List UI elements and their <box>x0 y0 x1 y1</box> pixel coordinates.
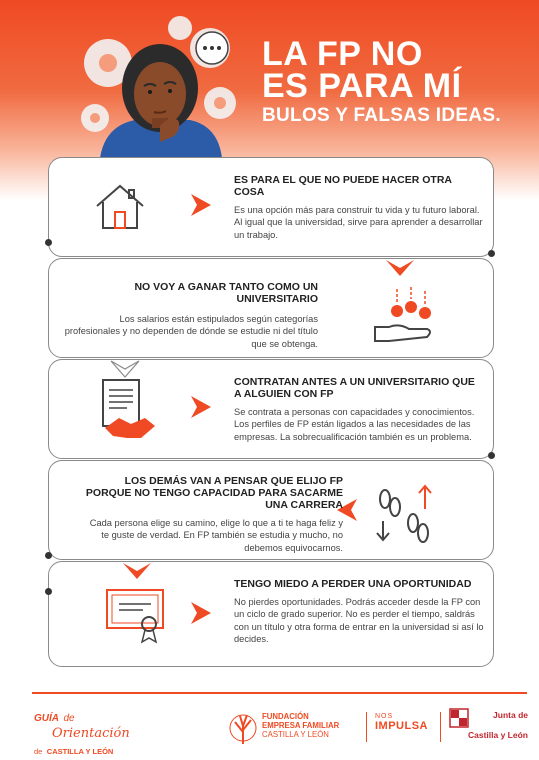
myth-title-4: LOS DEMÁS VAN A PENSAR QUE ELIJO FP PORQUE NO TENGO CAPACIDAD PARA SACARME UNA CARRERA <box>85 475 343 511</box>
guia-de: de <box>63 713 75 724</box>
title-line-1: LA FP NO <box>262 35 423 73</box>
myth-title-3: CONTRATAN ANTES A UN UNIVERSITARIO QUE A ALGUIEN CON FP <box>234 376 475 400</box>
guia-region: CASTILLA Y LEÓN <box>46 747 114 756</box>
chevron-right-icon <box>187 598 217 628</box>
footer-divider <box>32 692 527 694</box>
timeline-dot <box>45 552 52 559</box>
money-hand-icon <box>369 285 439 347</box>
timeline-dot <box>488 250 495 257</box>
page-subtitle: BULOS Y FALSAS IDEAS. <box>262 105 501 126</box>
thinking-woman-illustration <box>60 8 260 158</box>
chevron-right-icon <box>187 392 217 422</box>
fundacion-line-1: FUNDACIÓN <box>262 712 309 721</box>
footer-separator <box>440 712 441 742</box>
timeline-dot <box>488 452 495 459</box>
fundacion-line-2: EMPRESA FAMILIAR <box>262 721 340 730</box>
footer-separator <box>366 712 367 742</box>
timeline-dot <box>45 239 52 246</box>
junta-line-1: Junta de <box>493 710 528 720</box>
title-line-2: ES PARA MÍ <box>262 67 462 105</box>
myth-card-4 <box>48 460 494 560</box>
myth-card-1 <box>48 157 494 257</box>
myth-card-5 <box>48 561 494 667</box>
chevron-down-icon <box>109 359 141 381</box>
myth-card-3 <box>48 359 494 459</box>
chevron-down-icon <box>121 561 153 583</box>
myth-text-1: Es una opción más para construir tu vida y tu futuro laboral. Al igual que la universidad, sirve para aprender a desarrollar un trabajo. <box>234 205 483 240</box>
myth-title-1: ES PARA EL QUE NO PUEDE HACER OTRA COSA <box>234 174 452 198</box>
myth-text-3: Se contrata a personas con capacidades y conocimientos. Los perfiles de FP están ligados a las necesidades de las empresas. La sobrecualificación también es un problema. <box>234 407 475 442</box>
myth-title-2: NO VOY A GANAR TANTO COMO UN UNIVERSITARIO <box>134 281 318 305</box>
house-icon <box>91 178 149 236</box>
chevron-down-icon <box>384 258 416 280</box>
contract-handshake-icon <box>97 376 159 442</box>
guia-de-2: de <box>34 747 43 756</box>
page-title <box>262 35 462 105</box>
coat-of-arms-icon <box>448 707 470 731</box>
chevron-right-icon <box>187 190 217 220</box>
fundacion-empresa-familiar-logo <box>228 712 358 752</box>
junta-castilla-leon-logo <box>448 707 528 751</box>
nos-impulsa-logo <box>375 713 435 743</box>
timeline-dot <box>45 588 52 595</box>
myth-text-5: No pierdes oportunidades. Podrás acceder desde la FP con un ciclo de grado superior. No es perder el tiempo, saldrás con un título y otra forma de entrar en la universidad si así lo decides. <box>234 597 484 644</box>
fundacion-line-3: CASTILLA Y LEÓN <box>262 730 329 739</box>
myth-text-4: Cada persona elige su camino, elige lo que a ti te haga feliz y te guste de verdad. En FP también se estudia y mucho, no debemos equivocarnos. <box>89 518 343 553</box>
myth-text-2: Los salarios están estipulados según categorías profesionales y no dependen de dónde se estudie ni del título que se obtenga. <box>64 314 318 349</box>
footprints-icon <box>367 477 439 549</box>
junta-line-2: Castilla y León <box>468 730 528 740</box>
diploma-icon <box>103 584 169 646</box>
impulsa-text: IMPULSA <box>375 720 428 732</box>
nos-text: NOS <box>375 713 394 720</box>
tree-icon <box>228 712 258 746</box>
guia-orientacion: Orientación <box>52 726 130 741</box>
guia-text: GUÍA <box>34 713 59 724</box>
myth-title-5: TENGO MIEDO A PERDER UNA OPORTUNIDAD <box>234 578 472 590</box>
guia-orientacion-logo <box>34 708 144 756</box>
myth-card-2 <box>48 258 494 358</box>
